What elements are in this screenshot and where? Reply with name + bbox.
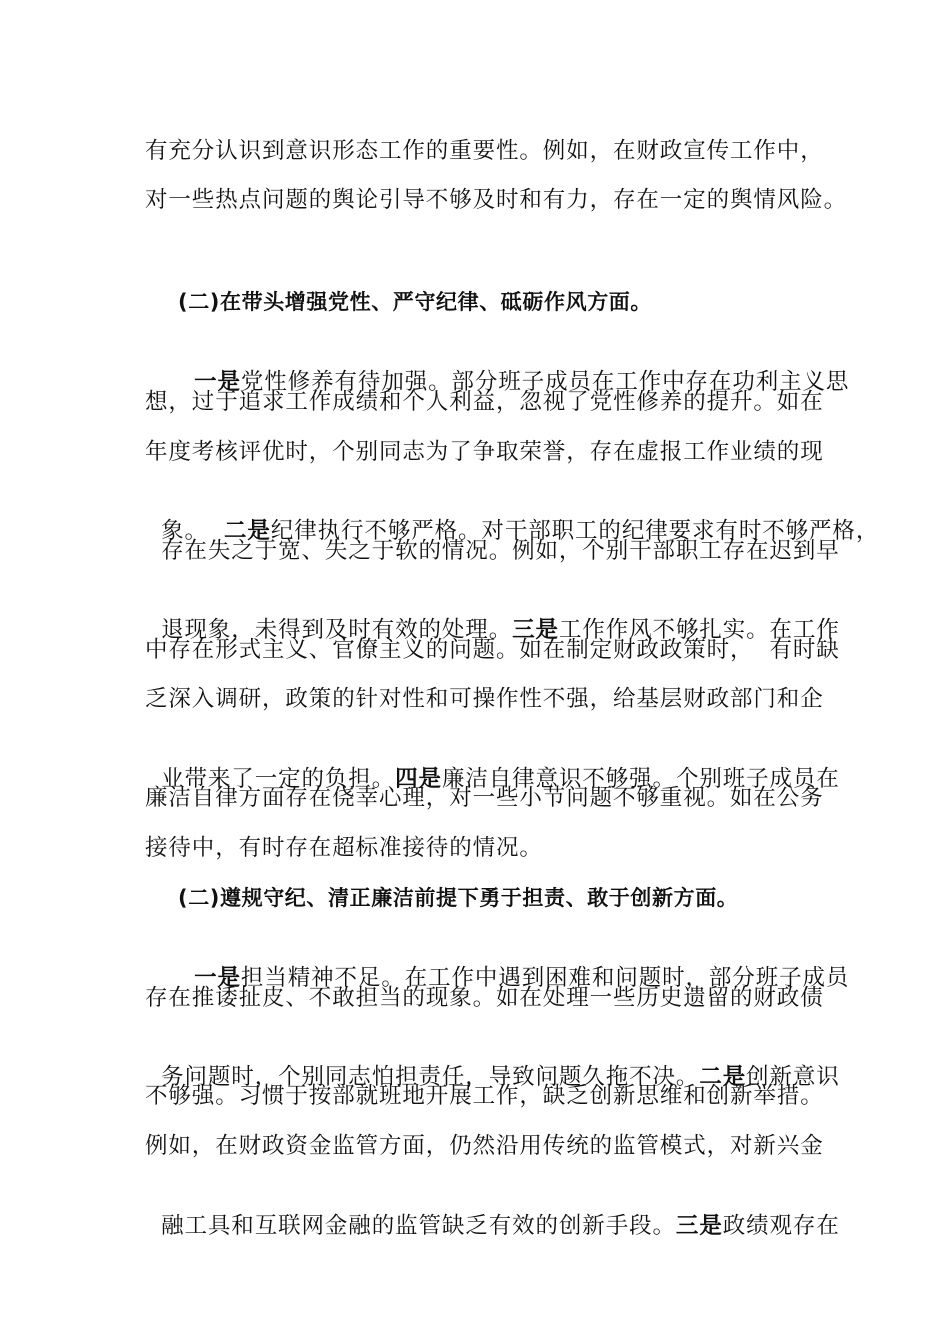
line-fragment: 业带来了一定的负担。: [161, 766, 396, 792]
paragraph-line: 存在失之于宽、失之于软的情况。例如，个别干部职工存在迟到早: [145, 538, 840, 564]
point-label: 二是: [699, 1064, 747, 1090]
paragraph-line: 有充分认识到意识形态工作的重要性。例如，在财政宣传工作中，: [145, 138, 824, 164]
paragraph-line: [145, 1181, 840, 1241]
paragraph-line: 接待中，有时存在超标准接待的情况。: [145, 835, 543, 861]
point-label: 四是: [395, 766, 442, 792]
paragraph-line: 对一些热点问题的舆论引导不够及时和有力，存在一定的舆情风险。: [145, 187, 848, 213]
section-heading: (二)在带头增强党性、严守纪律、砥砺作风方面。: [178, 290, 652, 314]
line-fragment: 务问题时，个别同志怕担责任，导致问题久拖不决。: [161, 1064, 700, 1090]
section-heading: (二)遵规守纪、清正廉洁前提下勇于担责、敢于创新方面。: [178, 886, 739, 910]
paragraph-line: 不够强。习惯于按部就班地开展工作，缺乏创新思维和创新举措。: [145, 1083, 824, 1109]
point-label: 一是: [194, 965, 241, 991]
paragraph-line: 廉洁自律方面存在侥幸心理，对一些小节问题不够重视。如在公务: [145, 785, 824, 811]
paragraph-line: 乏深入调研，政策的针对性和可操作性不强，给基层财政部门和企: [145, 686, 824, 712]
paragraph-line: 存在推诿扯皮、不敢担当的现象。如在处理一些历史遗留的财政债: [145, 985, 824, 1011]
paragraph-line: 年度考核评优时，个别同志为了争取荣誉，存在虚报工作业绩的现: [145, 439, 824, 465]
point-text: 廉洁自律意识不够强。个别班子成员在: [441, 766, 840, 792]
paragraph-line: 中存在形式主义、官僚主义的问题。如在制定财政政策时， 有时缺: [145, 637, 840, 663]
paragraph-line: 例如，在财政资金监管方面，仍然沿用传统的监管模式，对新兴金: [145, 1133, 824, 1159]
point-label: 三是: [675, 1213, 723, 1239]
point-text: 担当精神不足。在工作中遇到困难和问题时，部分班子成员: [240, 965, 850, 991]
line-fragment: 退现象，未得到及时有效的处理。: [161, 617, 513, 643]
point-text: 创新意识: [746, 1064, 840, 1090]
paragraph-line: 想，过于追求工作成绩和个人利益，忽视了党性修养的提升。如在: [145, 389, 824, 415]
point-text: 政绩观存在: [722, 1213, 840, 1239]
line-fragment: 象。: [161, 518, 225, 544]
point-label: 三是: [512, 617, 559, 643]
point-text: 党性修养有待加强。部分班子成员在工作中存在功利主义思: [240, 369, 850, 395]
line-fragment: 融工具和互联网金融的监管缺乏有效的创新手段。: [161, 1213, 676, 1239]
point-text: 工作作风不够扎实。在工作: [558, 617, 840, 643]
point-label: 二是: [224, 518, 271, 544]
point-text: 纪律执行不够严格。对干部职工的纪律要求有时不够严格，: [270, 518, 880, 544]
point-label: 一是: [194, 369, 241, 395]
